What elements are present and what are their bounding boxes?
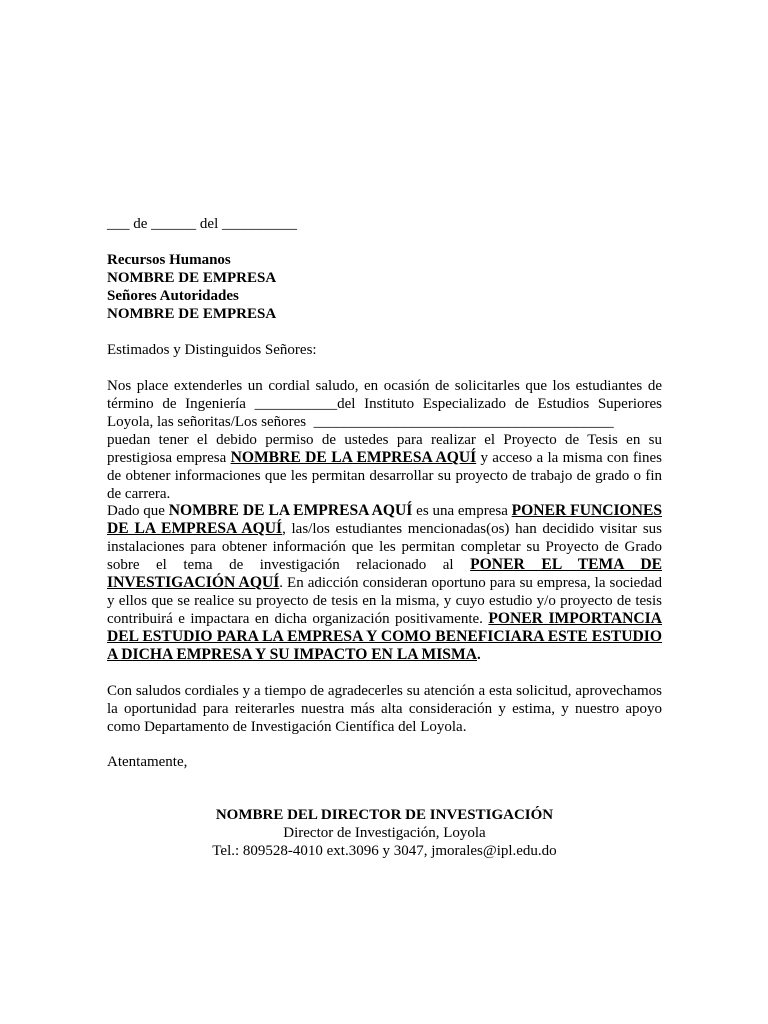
justification-text-4: . En adicción consideran oportuno para su empresa, la sociedad y ellos que se realice su proyecto de tesis en la misma, y cuyo estudio y/o proyecto de tesis contribuirá e impactara en dicha organización positivamente.	[107, 575, 662, 627]
paragraph-request	[107, 377, 662, 503]
recipient-block	[107, 251, 662, 323]
students-blank: ________________________________________	[313, 414, 614, 430]
request-intro	[107, 377, 662, 431]
recipient-authorities: Señores Autoridades	[107, 288, 239, 304]
closing: Atentamente,	[107, 754, 188, 770]
recipient-company: NOMBRE DE EMPRESA	[107, 270, 277, 286]
justification-text-2: es una empresa	[416, 503, 508, 519]
recipient-company-2: NOMBRE DE EMPRESA	[107, 306, 277, 322]
director-title: Director de Investigación, Loyola	[283, 825, 486, 841]
salutation: Estimados y Distinguidos Señores:	[107, 342, 317, 358]
justification-text-1: Dado que	[107, 503, 165, 519]
study-importance-placeholder: PONER IMPORTANCIA DEL ESTUDIO PARA LA EMPRESA Y COMO BENEFICIARA ESTE ESTUDIO A DICHA EMPRESA Y SU IMPACTO EN LA MISMA	[107, 610, 662, 663]
company-placeholder: NOMBRE DE LA EMPRESA AQUÍ	[230, 449, 477, 466]
research-topic-placeholder: PONER EL TEMA DE INVESTIGACIÓN AQUÍ	[107, 556, 663, 591]
recipient-department: Recursos Humanos	[107, 252, 231, 268]
paragraph-thanks: Con saludos cordiales y a tiempo de agradecerles su atención a esta solicitud, aprovechamos la oportunidad para reiterarles nuestra más alta consideración y estima, y nuestro apoyo como Departamento de Investigación Científica del Loyola.	[107, 683, 662, 735]
request-text-3: y acceso a la misma con fines de obtener informaciones que les permitan desarrollar su proyecto de trabajo de grado o fin de carrera.	[107, 450, 663, 502]
signature-block	[107, 806, 662, 860]
request-continuation	[107, 431, 662, 503]
director-contact: Tel.: 809528-4010 ext.3096 y 3047, jmorales@ipl.edu.do	[212, 843, 557, 859]
company-name-placeholder: NOMBRE DE LA EMPRESA AQUÍ	[168, 502, 413, 519]
paragraph-justification	[107, 502, 662, 664]
justification-text-3: , las/los estudiantes mencionadas(os) han decidido visitar sus instalaciones para obtener información que les permitan completar su Proyecto de Grado sobre el tema de investigación relacionado al	[107, 521, 663, 573]
date-line: ___ de ______ del __________	[107, 216, 297, 232]
request-text: Nos place extenderles un cordial saludo, en ocasión de solicitarles que los estudiantes de término de Ingeniería ___________del Instituto Especializado de Estudios Superiores Loyola, las señoritas/Los señores	[107, 378, 662, 430]
letter-page	[107, 0, 662, 1024]
request-text-2: puedan tener el debido permiso de ustedes para realizar el Proyecto de Tesis en su prestigiosa empresa	[107, 432, 662, 466]
justification-period: .	[476, 647, 481, 663]
director-name: NOMBRE DEL DIRECTOR DE INVESTIGACIÓN	[215, 807, 554, 823]
company-functions-placeholder: PONER FUNCIONES DE LA EMPRESA AQUÍ	[107, 502, 663, 537]
